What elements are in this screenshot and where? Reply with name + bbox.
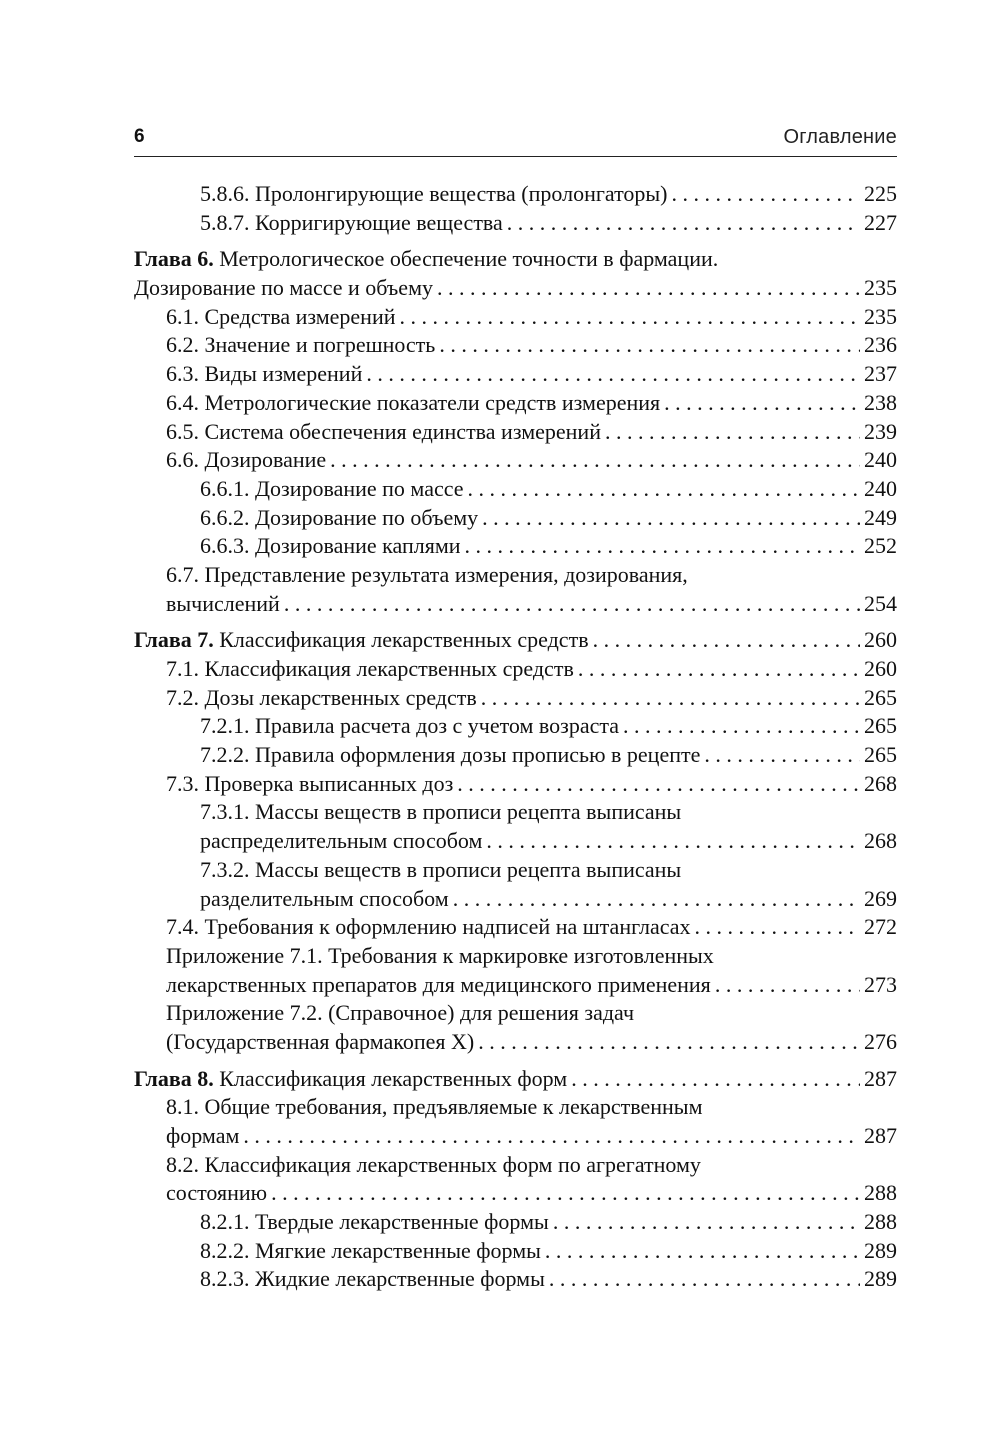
toc-entry-title: 6.5. Система обеспечения единства измерений: [166, 418, 601, 444]
chapter-heading[interactable]: [134, 245, 897, 274]
toc-entry[interactable]: [134, 1265, 897, 1294]
chapter-title: Классификация лекарственных форм: [219, 1065, 568, 1091]
leader-dots: [578, 655, 860, 684]
toc-entry-title-cont: вычислений: [166, 590, 280, 616]
toc-entry-title: 8.1. Общие требования, предъявляемые к лекарственным: [166, 1094, 703, 1120]
toc-entry-page: 225: [864, 181, 897, 206]
toc-entry-title: Приложение 7.1. Требования к маркировке изготовленных: [166, 942, 714, 968]
chapter-heading[interactable]: [134, 1065, 897, 1094]
toc-entry[interactable]: [134, 827, 897, 856]
toc-entry-title: 7.3.2. Массы веществ в прописи рецепта выписаны: [200, 856, 682, 882]
toc-entry-title: 8.2. Классификация лекарственных форм по агрегатному: [166, 1151, 701, 1177]
toc-entry[interactable]: [134, 971, 897, 1000]
toc-entry-page: 260: [864, 627, 897, 653]
leader-dots: [553, 1208, 860, 1237]
leader-dots: [605, 418, 860, 447]
toc-entry-page: 252: [864, 533, 897, 559]
leader-dots: [439, 331, 860, 360]
toc-entry-title-cont: (Государственная фармакопея X): [166, 1028, 475, 1054]
toc-entry[interactable]: [134, 1179, 897, 1208]
chapter-title-cont: Дозирование по массе и объему: [134, 275, 433, 301]
toc-entry-page: 268: [864, 828, 897, 854]
toc-entry-title: 6.2. Значение и погрешность: [166, 332, 436, 358]
toc-entry-page: 265: [864, 742, 897, 768]
toc-entry[interactable]: [134, 180, 897, 209]
toc-entry-title: 6.7. Представление результата измерения, дозирования,: [166, 561, 688, 587]
chapter-label: Глава 7.: [134, 627, 214, 653]
toc-entry-title: 7.3.1. Массы веществ в прописи рецепта выписаны: [200, 799, 682, 825]
toc-entry-page: 269: [864, 885, 897, 911]
toc-entry[interactable]: [134, 209, 897, 238]
toc-entry-title: 7.2.2. Правила оформления дозы прописью в рецепте: [200, 742, 701, 768]
toc-entry-page: 254: [864, 590, 897, 616]
toc-entry-first-line[interactable]: [134, 561, 897, 590]
toc-entry-first-line[interactable]: [134, 798, 897, 827]
toc-entry[interactable]: [134, 684, 897, 713]
toc-entry[interactable]: [134, 1208, 897, 1237]
leader-dots: [481, 684, 860, 713]
toc-entry-page: 287: [864, 1123, 897, 1148]
leader-dots: [271, 1179, 860, 1208]
toc-entry-title: 5.8.7. Корригирующие вещества: [200, 209, 503, 235]
toc-entry-page: 240: [864, 447, 897, 473]
leader-dots: [507, 209, 860, 238]
toc-entry-title: 8.2.1. Твердые лекарственные формы: [200, 1209, 549, 1235]
toc-entry-title: 6.6. Дозирование: [166, 447, 327, 473]
toc-entry-title-cont: формам: [166, 1123, 240, 1148]
leader-dots: [704, 741, 860, 770]
toc-entry-title: 7.4. Требования к оформлению надписей на штангласах: [166, 914, 691, 940]
toc-entry-title: 7.1. Классификация лекарственных средств: [166, 656, 574, 681]
running-title: Оглавление: [783, 126, 897, 148]
toc-entry-page: 265: [864, 713, 897, 739]
toc-entry[interactable]: [134, 389, 897, 418]
toc-entry-page: 236: [864, 332, 897, 358]
leader-dots: [400, 303, 860, 332]
toc-entry-page: 273: [864, 971, 897, 997]
leader-dots: [478, 1028, 860, 1057]
toc-entry-page: 235: [864, 303, 897, 329]
toc-entry[interactable]: [134, 360, 897, 389]
toc-entry-page: 239: [864, 418, 897, 444]
toc-entry-page: 265: [864, 684, 897, 710]
toc-entry[interactable]: [134, 1028, 897, 1057]
toc-entry-title-cont: состоянию: [166, 1180, 268, 1206]
leader-dots: [243, 1122, 860, 1151]
toc-entry-title: 7.2.1. Правила расчета доз с учетом возраста: [200, 713, 620, 739]
chapter-label: Глава 8.: [134, 1065, 214, 1091]
leader-dots: [457, 770, 860, 799]
leader-dots: [571, 1065, 860, 1094]
toc-entry-page: 288: [864, 1180, 897, 1206]
leader-dots: [366, 360, 860, 389]
leader-dots: [437, 274, 860, 303]
toc-entry[interactable]: [134, 913, 897, 942]
page-number: 6: [134, 126, 145, 147]
toc-entry-page: 268: [864, 770, 897, 796]
chapter-title: Классификация лекарственных средств: [219, 627, 589, 653]
toc-entry-first-line[interactable]: [134, 1093, 897, 1122]
chapter-title: Метрологическое обеспечение точности в фармации.: [219, 246, 719, 272]
toc-entry[interactable]: [134, 1237, 897, 1266]
toc-entry-title: 6.6.1. Дозирование по массе: [200, 475, 464, 501]
toc-entry-page: 235: [864, 275, 897, 301]
toc-entry-title: 6.1. Средства измерений: [166, 303, 396, 329]
page-header: [134, 126, 897, 157]
leader-dots: [468, 475, 860, 504]
table-of-contents: [134, 180, 897, 1294]
toc-entry-page: 260: [864, 656, 897, 681]
toc-entry-title: 8.2.2. Мягкие лекарственные формы: [200, 1237, 541, 1263]
toc-entry-title: Приложение 7.2. (Справочное) для решения задач: [166, 1000, 635, 1026]
chapter-label: Глава 6.: [134, 246, 214, 272]
toc-entry-page: 237: [864, 361, 897, 387]
toc-entry-title-cont: разделительным способом: [200, 885, 449, 911]
toc-entry-page: 249: [864, 504, 897, 530]
leader-dots: [482, 504, 860, 533]
leader-dots: [664, 389, 860, 418]
toc-entry-title: 5.8.6. Пролонгирующие вещества (пролонгаторы): [200, 181, 668, 206]
toc-entry[interactable]: [134, 1122, 897, 1151]
toc-entry[interactable]: [134, 331, 897, 360]
toc-entry-page: 238: [864, 389, 897, 415]
leader-dots: [623, 712, 860, 741]
toc-entry[interactable]: [134, 712, 897, 741]
toc-entry-title: 6.4. Метрологические показатели средств измерения: [166, 389, 661, 415]
toc-entry-title: 6.3. Виды измерений: [166, 361, 363, 387]
toc-entry[interactable]: [134, 590, 897, 619]
toc-entry[interactable]: [134, 475, 897, 504]
toc-entry-page: 287: [864, 1065, 897, 1091]
leader-dots: [284, 590, 860, 619]
toc-entry-title: 6.6.2. Дозирование по объему: [200, 504, 479, 530]
toc-entry[interactable]: [134, 446, 897, 475]
toc-entry-title: 6.6.3. Дозирование каплями: [200, 533, 461, 559]
leader-dots: [330, 446, 860, 475]
toc-entry[interactable]: [134, 274, 897, 303]
leader-dots: [465, 532, 860, 561]
toc-entry[interactable]: [134, 504, 897, 533]
leader-dots: [486, 827, 860, 856]
toc-entry-page: 289: [864, 1266, 897, 1292]
toc-entry[interactable]: [134, 418, 897, 447]
leader-dots: [715, 971, 860, 1000]
leader-dots: [695, 913, 860, 942]
toc-entry-page: 289: [864, 1237, 897, 1263]
toc-entry[interactable]: [134, 532, 897, 561]
toc-entry-page: 240: [864, 475, 897, 501]
toc-entry-page: 227: [864, 209, 897, 235]
leader-dots: [545, 1237, 860, 1266]
toc-entry[interactable]: [134, 885, 897, 914]
toc-entry[interactable]: [134, 655, 897, 684]
toc-entry-page: 276: [864, 1028, 897, 1054]
toc-entry-title: 8.2.3. Жидкие лекарственные формы: [200, 1266, 545, 1292]
toc-entry-page: 272: [864, 914, 897, 940]
leader-dots: [549, 1265, 860, 1294]
toc-entry-page: 288: [864, 1209, 897, 1235]
toc-entry[interactable]: [134, 741, 897, 770]
toc-entry-first-line[interactable]: [134, 1151, 897, 1180]
leader-dots: [593, 626, 860, 655]
toc-entry-first-line[interactable]: [134, 856, 897, 885]
toc-entry-title: 7.2. Дозы лекарственных средств: [166, 684, 477, 710]
toc-entry[interactable]: [134, 770, 897, 799]
leader-dots: [672, 180, 861, 209]
toc-entry-title-cont: распределительным способом: [200, 828, 483, 854]
toc-entry-first-line[interactable]: [134, 942, 897, 971]
toc-entry-first-line[interactable]: [134, 999, 897, 1028]
toc-entry-title: 7.3. Проверка выписанных доз: [166, 770, 454, 796]
toc-entry-title-cont: лекарственных препаратов для медицинского применения: [166, 971, 711, 997]
chapter-heading[interactable]: [134, 626, 897, 655]
leader-dots: [453, 885, 860, 914]
toc-entry[interactable]: [134, 303, 897, 332]
